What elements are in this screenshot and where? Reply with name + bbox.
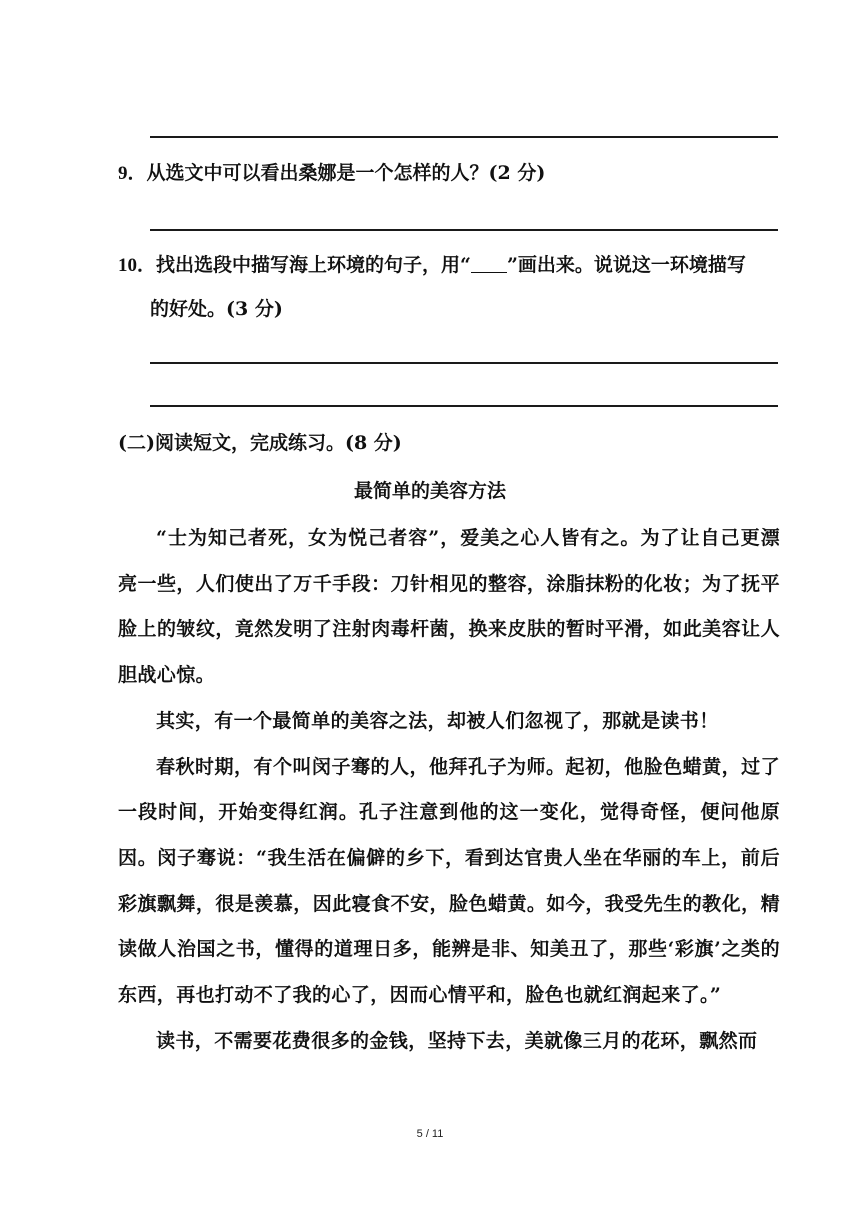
underline-mark — [471, 254, 507, 273]
article-title: 最简单的美容方法 — [353, 480, 506, 502]
question-text-cont: ”画出来。说说这一环境描写 — [506, 254, 746, 276]
question-10 — [118, 252, 746, 279]
question-text: ．从选文中可以看出桑娜是一个怎样的人？(2 分) — [127, 162, 546, 184]
article-body — [118, 516, 780, 1064]
answer-line[interactable] — [150, 405, 778, 407]
answer-line[interactable] — [150, 362, 778, 364]
answer-line[interactable] — [150, 229, 778, 231]
page-number: 5 / 11 — [416, 1128, 444, 1140]
paragraph: “士为知己者死，女为悦己者容”，爱美之心人皆有之。为了让自己更漂亮一些，人们使出了万千手段：刀针相见的整容，涂脂抹粉的化妆；为了抚平脸上的皱纹，竟然发明了注射肉毒杆菌，换来皮肤的暂时平滑，如此美容让人胆战心惊。 — [118, 527, 780, 687]
question-text: ．找出选段中描写海上环境的句子，用“ — [137, 254, 471, 276]
answer-line[interactable] — [150, 136, 778, 138]
question-9 — [118, 160, 545, 187]
question-number: 10 — [118, 255, 137, 276]
question-number: 9 — [118, 163, 128, 184]
paragraph: 读书，不需要花费很多的金钱，坚持下去，美就像三月的花环，飘然而 — [156, 1029, 758, 1052]
section-heading: (二)阅读短文，完成练习。(8 分) — [118, 432, 402, 454]
paragraph: 春秋时期，有个叫闵子骞的人，他拜孔子为师。起初，他脸色蜡黄，过了一段时间，开始变得红润。孔子注意到他的这一变化，觉得奇怪，便问他原因。闵子骞说：“我生活在偏僻的乡下，看到达官贵人坐在华丽的车上，前后彩旗飘舞，很是羡慕，因此寝食不安，脸色蜡黄。如今，我受先生的教化，精读做人治国之书，懂得的道理日多，能辨是非、知美丑了，那些‘彩旗’之类的东西，再也打动不了我的心了，因而心情平和，脸色也就红润起来了。” — [118, 755, 780, 1007]
question-10-continuation: 的好处。(3 分) — [150, 298, 283, 320]
paragraph: 其实，有一个最简单的美容之法，却被人们忽视了，那就是读书！ — [156, 709, 719, 732]
